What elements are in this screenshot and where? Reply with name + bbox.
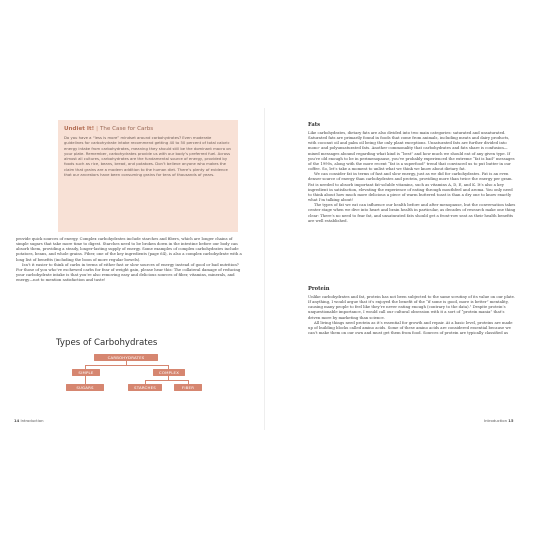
- sidebar-title-separator: |: [96, 126, 99, 132]
- node-simple: SIMPLE: [72, 369, 100, 376]
- fats-section: [308, 122, 516, 223]
- right-page: [270, 108, 525, 430]
- sidebar-title-bold: Undiet It!: [64, 126, 95, 132]
- diagram-title: Types of Carbohydrates: [56, 338, 158, 348]
- page-gutter: [264, 108, 265, 430]
- node-carbohydrates: CARBOHYDRATES: [94, 354, 158, 361]
- sidebar-title-sub: The Case for Carbs: [99, 126, 154, 132]
- sidebar-body: Do you have a “less is more” mindset around carbohydrates? Even moderate guidelines for carbohydrate intake recommend getting 40 to 50 percent of total caloric energy intake from carbohydrates, meaning they should still be the dominant macro on your plate. Remember, carbohydrates provide us with our body’s preferred fuel. Across almost all cultures, carbohydrates are the fundamental source of energy, provided by foods such as rice, beans, bread, and potatoes. Don’t believe anyone who makes the claim that grains are a modern addition to the human diet. There’s plenty of evidence that our ancestors have been consuming grains for tens of thousands of years.: [64, 135, 231, 178]
- left-footer-label: Introduction: [20, 418, 44, 423]
- node-starches: STARCHES: [128, 384, 162, 391]
- fats-paragraph-3: The types of fat we eat can influence our health before and after menopause, but the conversation takes center stage when we dive into heart and brain health in particular, as decades of research make one thing clear: There’s no need to fear fat, and unsaturated fats should get a front-row seat as their health benefits are well established.: [308, 202, 516, 223]
- fats-paragraph-2: We can consider fat in terms of fast and slow energy, just as we did for carbohydrates. Fat is an even denser source of energy than carbohydrates and protein, providing more than twice the energy per gram. Fat is needed to absorb important fat-soluble vitamins, such as vitamins A, D, E, and K. It’s also a key ingredient in satisfaction, elevating the experience of eating through mouthfeel and aroma. You only need to think about how much more delicious a piece of warm buttered toast is than a dry one to know exactly what I’m talking about!: [308, 171, 513, 203]
- node-complex: COMPLEX: [153, 369, 185, 376]
- protein-paragraph-1: Unlike carbohydrates and fat, protein has not been subjected to the same scrutiny of its value on our plate. If anything, I would argue that it’s enjoyed the benefit of the “if some is good, more is better” mentality, causing many people to feel like they’re never eating enough (contrary to the data).¹ Despite protein’s unquestionable importance, I would call our cultural obsession with it a sort of “protein mania” that’s driven more by marketing than science.: [308, 294, 516, 320]
- node-sugars: SUGARS: [66, 384, 104, 391]
- fats-paragraph-1: Like carbohydrates, dietary fats are also divided into two main categories: saturated and unsaturated. Saturated fats are primarily found in foods that come from animals, including meats and dairy products, with coconut oil and palm oil being the only plant exceptions. Unsaturated fats are further divided into mono- and polyunsaturated fats. Another commonality that carbohydrates and fats share is confusion—mixed messages abound regarding what kind is “best” and how much we should eat of any given type. If you’re old enough to be in perimenopause, you’ve probably experienced the extreme “fat is bad” messages of the 1990s, along with the more recent “fat is a superfood” trend that convinced us to put butter in our coffee. So, let’s take a moment to unlist what we think we know about dietary fat.: [308, 130, 515, 172]
- left-body: [16, 236, 246, 282]
- left-page: [8, 108, 260, 430]
- protein-section: [308, 286, 516, 335]
- connector-root-bar: [85, 365, 169, 366]
- connector-complex-bar: [145, 380, 189, 381]
- left-page-number: 14: [14, 418, 20, 423]
- right-footer: [484, 418, 514, 423]
- fats-heading: Fats: [308, 122, 321, 128]
- left-footer: [14, 418, 44, 423]
- protein-paragraph-2: All living things need protein as it’s essential for growth and repair. At a basic level, proteins are made up of building blocks called amino acids. Some of these amino acids are considered essential because we can’t make them on our own and must get them from food. Sources of protein are typically classified as: [308, 319, 513, 336]
- sidebar-title: [64, 126, 232, 132]
- sidebar-box: [58, 120, 238, 232]
- node-fiber: FIBER: [174, 384, 202, 391]
- left-paragraph-1: provide quick sources of energy. Complex carbohydrates include starches and fibers, which are longer chains of simple sugars that take more time to digest. Starches need to be broken down in the intestine before our body can absorb them, providing a steady, longer-lasting supply of energy. Some examples of complex carbohydrates include potatoes, beans, and whole grains. Fiber, one of the key ingredients (page 64), is also a complex carbohydrate with a long list of benefits (including the boon of more regular bowels).: [16, 236, 242, 262]
- left-paragraph-2: Isn’t it easier to think of carbs in terms of either fast or slow sources of energy instead of good or bad nutrition? For those of you who’ve eschewed carbs for fear of weight gain, please hear this: The collateral damage of reducing your carbohydrate intake is that you’re also removing easy and delicious sources of fiber, vitamins, minerals, and energy—not to mention satisfaction and taste!: [16, 261, 241, 283]
- right-page-number: 15: [508, 418, 514, 423]
- connector-simple-to-sugars: [85, 376, 86, 384]
- right-footer-label: Introduction: [484, 418, 507, 423]
- protein-heading: Protein: [308, 286, 330, 292]
